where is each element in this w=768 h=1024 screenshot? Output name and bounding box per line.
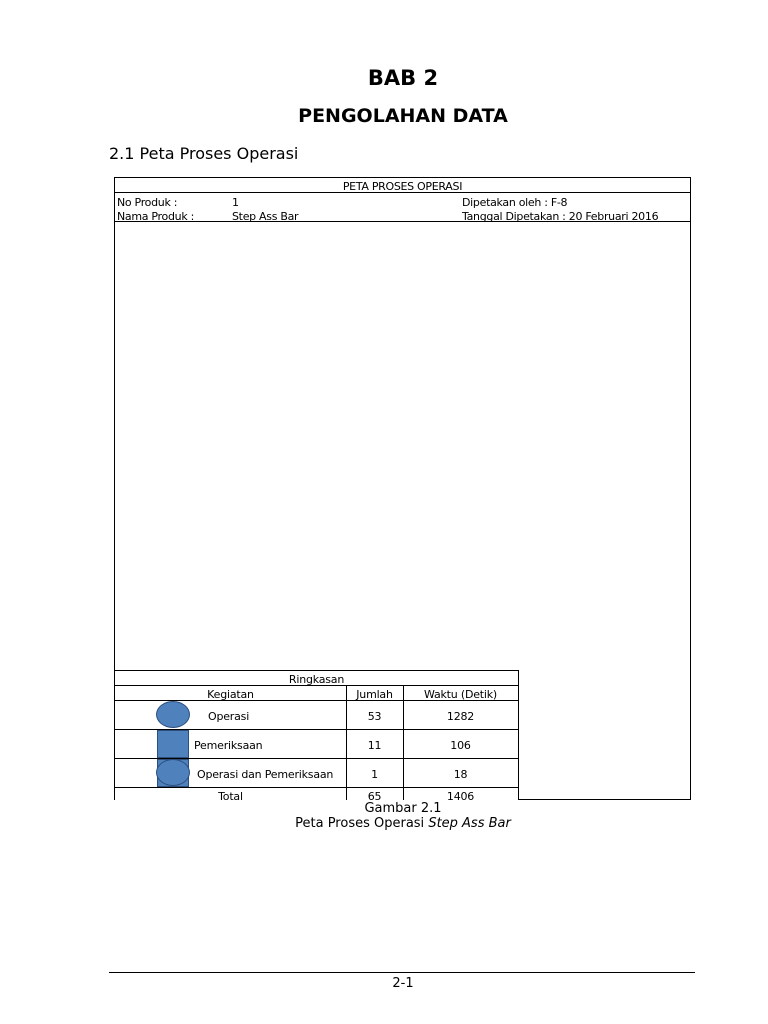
total-count: 65 <box>367 790 382 800</box>
page-number: 2-1 <box>392 976 414 991</box>
total-time: 1406 <box>446 790 475 800</box>
table-row-time: 18 <box>453 768 468 781</box>
table-row-activity: Pemeriksaan <box>194 739 263 752</box>
mapped-date: Tanggal Dipetakan : 20 Februari 2016 <box>462 210 659 223</box>
header-activity: Kegiatan <box>207 688 254 701</box>
total-label: Total <box>218 790 243 800</box>
product-name-label: Nama Produk : <box>117 210 194 223</box>
table-row-count: 1 <box>371 768 378 781</box>
figure-number: Gambar 2.1 <box>364 801 442 816</box>
operation-inspection-circle-icon <box>156 759 190 786</box>
table-row-count: 53 <box>367 710 382 723</box>
table-row-time: 1282 <box>446 710 475 723</box>
figure-caption-text: Peta Proses Operasi <box>295 816 429 831</box>
table-row-time: 106 <box>450 739 471 752</box>
process-chart-title: PETA PROSES OPERASI <box>342 180 463 193</box>
divider <box>115 221 690 222</box>
summary-title: Ringkasan <box>288 673 345 686</box>
header-count: Jumlah <box>356 688 393 701</box>
operation-circle-icon <box>156 701 190 728</box>
footer-divider <box>109 972 695 973</box>
table-row-activity: Operasi <box>208 710 250 723</box>
inspection-square-icon <box>157 730 189 758</box>
summary-table <box>114 670 519 800</box>
header-time: Waktu (Detik) <box>423 688 498 701</box>
divider <box>115 787 518 788</box>
product-no-value: 1 <box>232 196 239 209</box>
divider <box>115 192 690 193</box>
divider <box>115 685 518 686</box>
section-heading: 2.1 Peta Proses Operasi <box>109 144 299 163</box>
table-row-activity: Operasi dan Pemeriksaan <box>197 768 334 781</box>
chapter-title: PENGOLAHAN DATA <box>298 105 508 127</box>
product-no-label: No Produk : <box>117 196 178 209</box>
figure-caption-product: Step Ass Bar <box>428 816 511 831</box>
product-name-value: Step Ass Bar <box>232 210 299 223</box>
figure-caption <box>0 816 768 831</box>
mapped-by: Dipetakan oleh : F-8 <box>462 196 568 209</box>
table-row-count: 11 <box>367 739 382 752</box>
chapter-heading: BAB 2 <box>367 66 439 90</box>
